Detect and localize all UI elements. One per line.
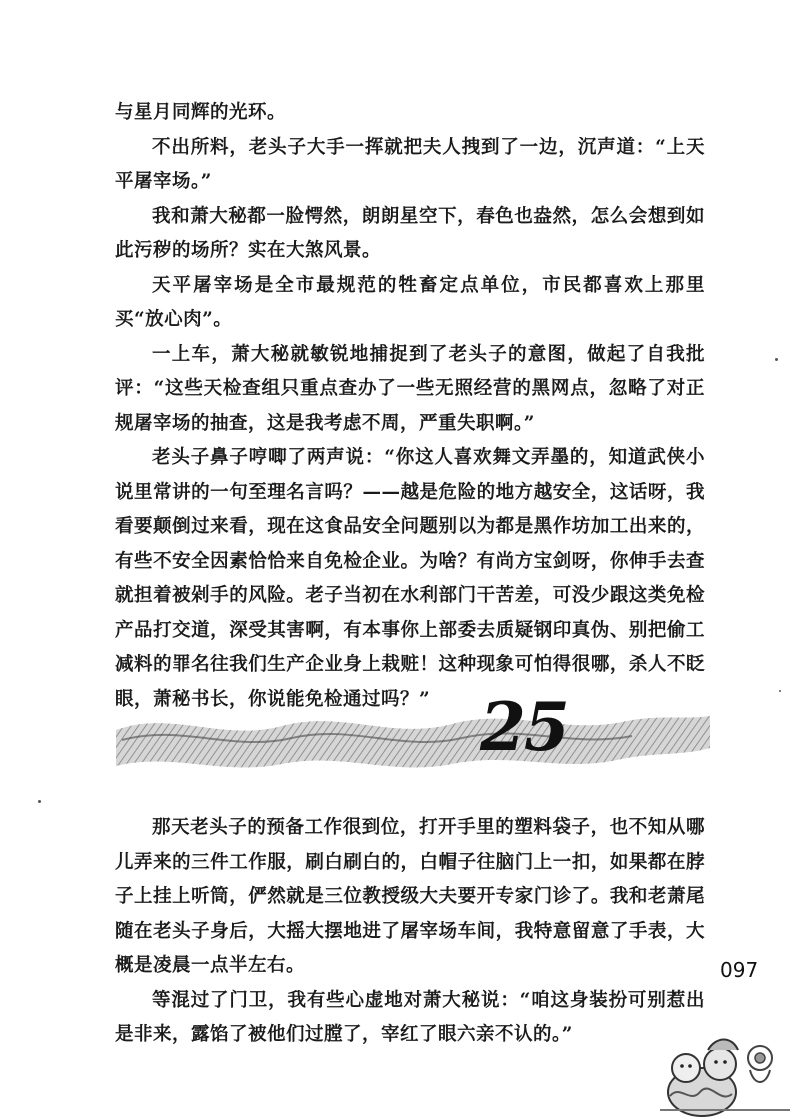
paragraph: 那天老头子的预备工作很到位，打开手里的塑料袋子，也不知从哪儿弄来的三件工作服，刷白刷白的，白帽子往脑门上一扣，如果都在脖子上挂上听筒，俨然就是三位教授级大夫要开专家门诊了。我和老萧尾随在老头子身后，大摇大摆地进了屠宰场车间，我特意留意了手表，大概是凌晨一点半左右。 <box>115 817 705 976</box>
page-number: 097 <box>720 958 759 982</box>
paragraph: 我和萧大秘都一脸愕然，朗朗星空下，春色也盎然，怎么会想到如此污秽的场所？实在大煞风景。 <box>115 205 705 261</box>
chapter-banner-brushstroke <box>112 700 712 780</box>
cartoon-figures-illustration <box>640 1000 800 1119</box>
paragraph: 与星月同辉的光环。 <box>115 102 287 123</box>
paragraph: 天平屠宰场是全市最规范的牲畜定点单位，市民都喜欢上那里买“放心肉”。 <box>115 274 705 330</box>
scan-speck <box>775 358 778 361</box>
body-text-top <box>115 96 705 717</box>
paragraph: 等混过了门卫，我有些心虚地对萧大秘说：“咱这身装扮可别惹出是非来，露馅了被他们过膛了，宰红了眼六亲不认的。” <box>115 989 705 1045</box>
paragraph: 老头子鼻子哼唧了两声说：“你这人喜欢舞文弄墨的，知道武侠小说里常讲的一句至理名言吗？——越是危险的地方越安全，这话呀，我看要颠倒过来看，现在这食品安全问题别以为都是黑作坊加工出来的，有些不安全因素恰恰来自免检企业。为啥？有尚方宝剑呀，你伸手去查就担着被剁手的风险。老子当初在水利部门干苦差，可没少跟这类免检产品打交道，深受其害啊，有本事你上部委去质疑钢印真伪、别把偷工减料的罪名往我们生产企业身上栽赃！这种现象可怕得很哪，杀人不眨眼，萧秘书长，你说能免检通过吗？” <box>115 447 705 710</box>
paragraph: 一上车，萧大秘就敏锐地捕捉到了老头子的意图，做起了自我批评：“这些天检查组只重点查办了一些无照经营的黑网点，忽略了对正规屠宰场的抽查，这是我考虑不周，严重失职啊。” <box>115 343 705 434</box>
body-text-bottom <box>115 811 705 1053</box>
scan-speck <box>779 690 781 692</box>
chapter-number: 25 <box>480 688 568 766</box>
paragraph: 不出所料，老头子大手一挥就把夫人拽到了一边，沉声道：“上天平屠宰场。” <box>115 136 705 192</box>
scan-speck <box>38 800 41 803</box>
